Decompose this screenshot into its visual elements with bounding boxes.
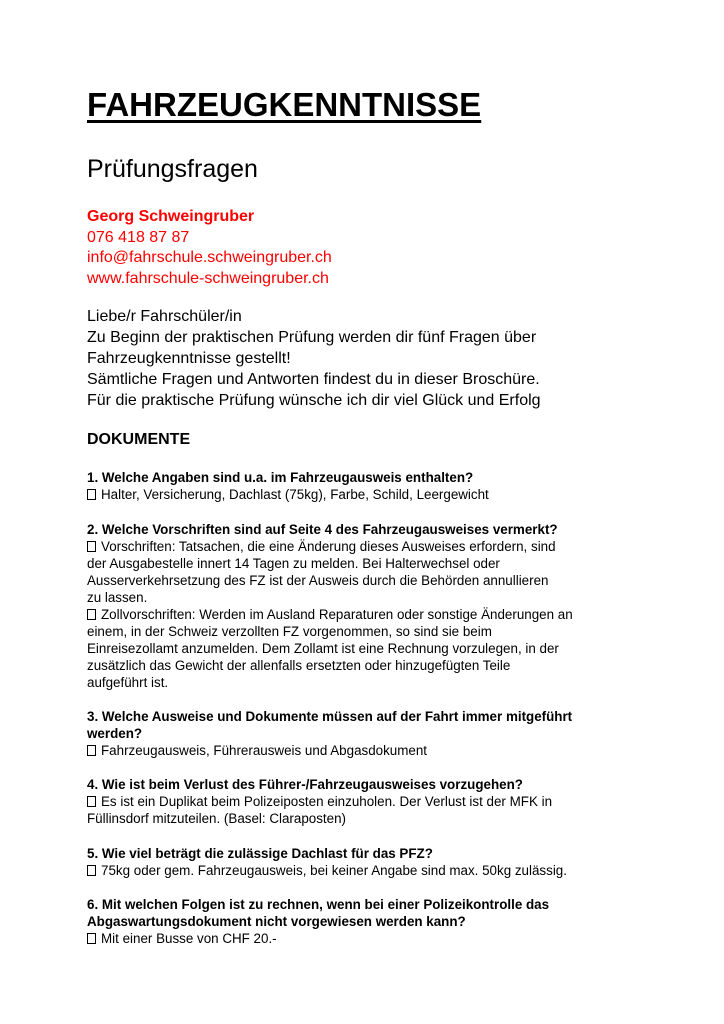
contact-name: Georg Schweingruber bbox=[87, 208, 255, 225]
answer-text: Ausserverkehrsetzung des FZ ist der Ausweis durch die Behörden annullieren bbox=[87, 573, 549, 588]
answer-text: zu lassen. bbox=[87, 590, 148, 605]
question-item bbox=[87, 896, 627, 947]
checkbox-icon bbox=[87, 796, 96, 807]
checkbox-icon bbox=[87, 609, 96, 620]
intro-line: Für die praktische Prüfung wünsche ich dir viel Glück und Erfolg bbox=[87, 392, 541, 409]
checkbox-icon bbox=[87, 865, 96, 876]
question-text: 4. Wie ist beim Verlust des Führer-/Fahrzeugausweises vorzugehen? bbox=[87, 777, 523, 792]
question-item bbox=[87, 845, 627, 879]
question-text: 5. Wie viel beträgt die zulässige Dachlast für das PFZ? bbox=[87, 846, 433, 861]
intro-text bbox=[87, 306, 541, 411]
intro-line: Liebe/r Fahrschüler/in bbox=[87, 308, 242, 325]
answer-text: Einreisezollamt anzumelden. Dem Zollamt ist eine Rechnung vorzulegen, in der bbox=[87, 641, 559, 656]
section-title: DOKUMENTE bbox=[87, 431, 191, 448]
checkbox-icon bbox=[87, 489, 96, 500]
answer-text: Fahrzeugausweis, Führerausweis und Abgasdokument bbox=[87, 742, 627, 759]
question-text: 1. Welche Angaben sind u.a. im Fahrzeugausweis enthalten? bbox=[87, 470, 474, 485]
contact-website[interactable]: www.fahrschule-schweingruber.ch bbox=[87, 269, 329, 287]
answer-text: der Ausgabestelle innert 14 Tagen zu melden. Bei Halterwechsel oder bbox=[87, 556, 500, 571]
checkbox-icon bbox=[87, 745, 96, 756]
checkbox-icon bbox=[87, 933, 96, 944]
contact-block bbox=[87, 207, 332, 289]
answer-text: Füllinsdorf mitzuteilen. (Basel: Claraposten) bbox=[87, 811, 346, 826]
intro-line: Zu Beginn der praktischen Prüfung werden dir fünf Fragen über bbox=[87, 329, 537, 346]
contact-phone: 076 418 87 87 bbox=[87, 228, 190, 246]
page-title: FAHRZEUGKENNTNISSE bbox=[87, 86, 482, 123]
question-item bbox=[87, 521, 627, 691]
page-subtitle: Prüfungsfragen bbox=[87, 155, 258, 183]
question-text: 2. Welche Vorschriften sind auf Seite 4 des Fahrzeugausweises vermerkt? bbox=[87, 522, 558, 537]
intro-line: Sämtliche Fragen und Antworten findest du in dieser Broschüre. bbox=[87, 371, 540, 388]
question-text: 6. Mit welchen Folgen ist zu rechnen, wenn bei einer Polizeikontrolle das bbox=[87, 897, 550, 912]
answer-text: Es ist ein Duplikat beim Polizeiposten einzuholen. Der Verlust ist der MFK in bbox=[87, 793, 627, 810]
answer-text: zusätzlich das Gewicht der allenfalls ersetzten oder hinzugefügten Teile bbox=[87, 658, 511, 673]
question-text: Abgaswartungsdokument nicht vorgewiesen werden kann? bbox=[87, 914, 466, 929]
question-text: werden? bbox=[87, 726, 143, 741]
answer-text: Halter, Versicherung, Dachlast (75kg), Farbe, Schild, Leergewicht bbox=[87, 486, 627, 503]
answer-text: Zollvorschriften: Werden im Ausland Reparaturen oder sonstige Änderungen an bbox=[87, 606, 627, 623]
answer-text: einem, in der Schweiz verzollten FZ vorgenommen, so sind sie beim bbox=[87, 624, 492, 639]
contact-email[interactable]: info@fahrschule.schweingruber.ch bbox=[87, 249, 332, 266]
question-item bbox=[87, 708, 627, 759]
question-item bbox=[87, 469, 627, 503]
checkbox-icon bbox=[87, 541, 96, 552]
question-text: 3. Welche Ausweise und Dokumente müssen auf der Fahrt immer mitgeführt bbox=[87, 709, 573, 724]
answer-text: Mit einer Busse von CHF 20.- bbox=[87, 930, 627, 947]
question-item bbox=[87, 776, 627, 827]
answer-text: Vorschriften: Tatsachen, die eine Änderung dieses Ausweises erfordern, sind bbox=[87, 538, 627, 555]
intro-line: Fahrzeugkenntnisse gestellt! bbox=[87, 350, 291, 367]
answer-text: 75kg oder gem. Fahrzeugausweis, bei keiner Angabe sind max. 50kg zulässig. bbox=[87, 862, 627, 879]
answer-text: aufgeführt ist. bbox=[87, 675, 169, 690]
